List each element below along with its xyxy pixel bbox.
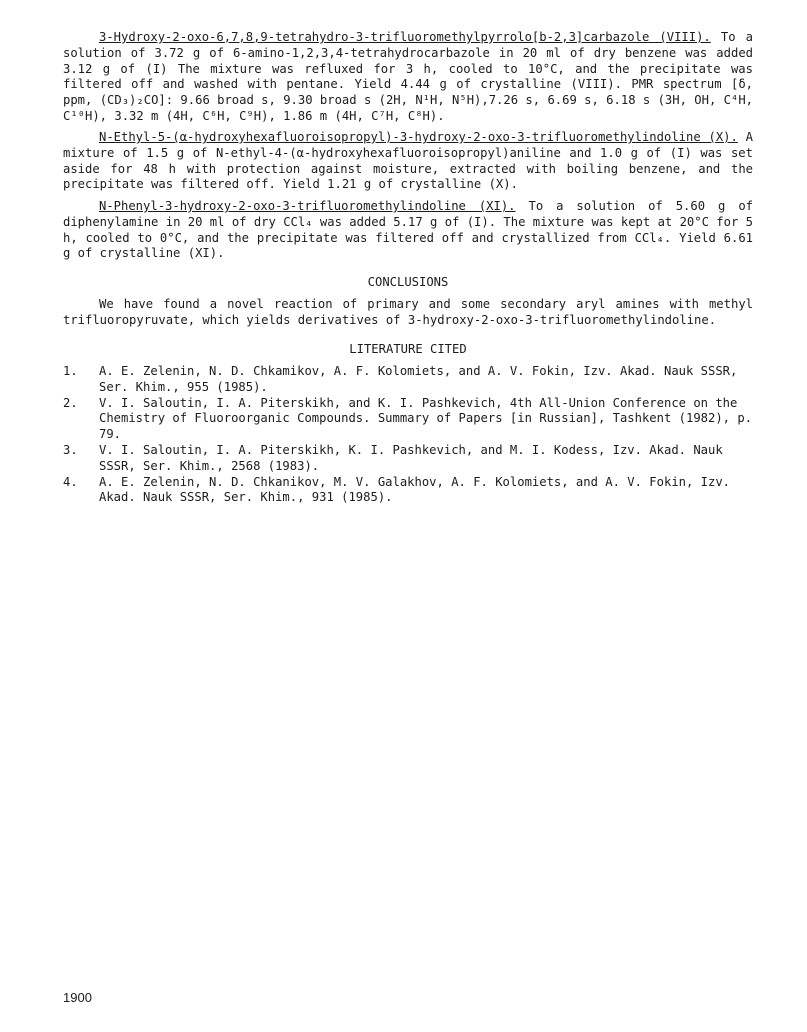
- reference-number: 3.: [63, 442, 78, 457]
- page-number: 1900: [63, 990, 92, 1005]
- reference-number: 4.: [63, 474, 78, 489]
- reference-text: A. E. Zelenin, N. D. Chkanikov, M. V. Galakhov, A. F. Kolomiets, and A. V. Fokin, Izv. Akad. Nauk SSSR, Ser. Khim., 931 (1985).: [99, 474, 731, 505]
- compound-body-x: A mixture of 1.5 g of N-ethyl-4-(α-hydroxyhexafluoroisopropyl)aniline and 1.0 g of (I) was set aside for 48 h with protection against moisture, extracted with boiling benzene, and the precipitate was filtered off. Yield 1.21 g of crystalline (X).: [63, 130, 753, 192]
- compound-title-x: N-Ethyl-5-(α-hydroxyhexafluoroisopropyl)-3-hydroxy-2-oxo-3-trifluoromethylindoline (X).: [99, 130, 738, 144]
- experimental-paragraph-xi: [63, 199, 753, 262]
- reference-text: A. E. Zelenin, N. D. Chkamikov, A. F. Kolomiets, and A. V. Fokin, Izv. Akad. Nauk SSSR, Ser. Khim., 955 (1985).: [99, 364, 738, 394]
- experimental-paragraph-viii: [63, 30, 753, 125]
- reference-item: [63, 396, 753, 443]
- compound-body-xi: To a solution of 5.60 g of diphenylamine in 20 ml of dry CCl₄ was added 5.17 g of (I). The mixture was kept at 20°C for 5 h, cooled to 0°C, and the precipitate was filtered off and crystallized from CCl₄. Yield 6.61 g of crystalline (XI).: [63, 199, 754, 261]
- reference-number: 1.: [63, 364, 78, 378]
- conclusions-heading: CONCLUSIONS: [367, 275, 449, 289]
- reference-list: [63, 364, 753, 506]
- experimental-paragraph-x: [63, 130, 753, 193]
- compound-title-xi: N-Phenyl-3-hydroxy-2-oxo-3-trifluoromethylindoline (XI).: [99, 199, 516, 213]
- reference-text: V. I. Saloutin, I. A. Piterskikh, K. I. Pashkevich, and M. I. Kodess, Izv. Akad. Nauk SSSR, Ser. Khim., 2568 (1983).: [99, 442, 723, 473]
- reference-item: [63, 443, 753, 475]
- reference-text: V. I. Saloutin, I. A. Piterskikh, and K. I. Pashkevich, 4th All-Union Conference on the Chemistry of Fluoroorganic Compounds. Summary of Papers [in Russian], Tashkent (1982), p. 79.: [99, 395, 753, 442]
- reference-item: [63, 475, 753, 507]
- literature-heading: LITERATURE CITED: [349, 342, 467, 356]
- reference-item: [63, 364, 753, 396]
- compound-title-viii: 3-Hydroxy-2-oxo-6,7,8,9-tetrahydro-3-trifluoromethylpyrrolo[b-2,3]carbazole (VIII).: [99, 30, 711, 44]
- reference-number: 2.: [63, 395, 78, 410]
- compound-body-viii: To a solution of 3.72 g of 6-amino-1,2,3,4-tetrahydrocarbazole in 20 ml of dry benzene was added 3.12 g of (I) The mixture was refluxed for 3 h, cooled to 10°C, and the precipitate was filtered off and washed with pentane. Yield 4.44 g of crystalline (VIII). PMR spectrum [δ, ppm, (CD₃)₂CO]: 9.66 broad s, 9.30 broad s (2H, N¹H, N⁵H),7.26 s, 6.69 s, 6.18 s (3H, OH, C⁴H, C¹⁰H), 3.32 m (4H, C⁶H, C⁹H), 1.86 m (4H, C⁷H, C⁸H).: [63, 30, 754, 123]
- conclusions-text: We have found a novel reaction of primary and some secondary aryl amines with methyl trifluoropyruvate, which yields derivatives of 3-hydroxy-2-oxo-3-trifluoromethylindoline.: [63, 297, 753, 327]
